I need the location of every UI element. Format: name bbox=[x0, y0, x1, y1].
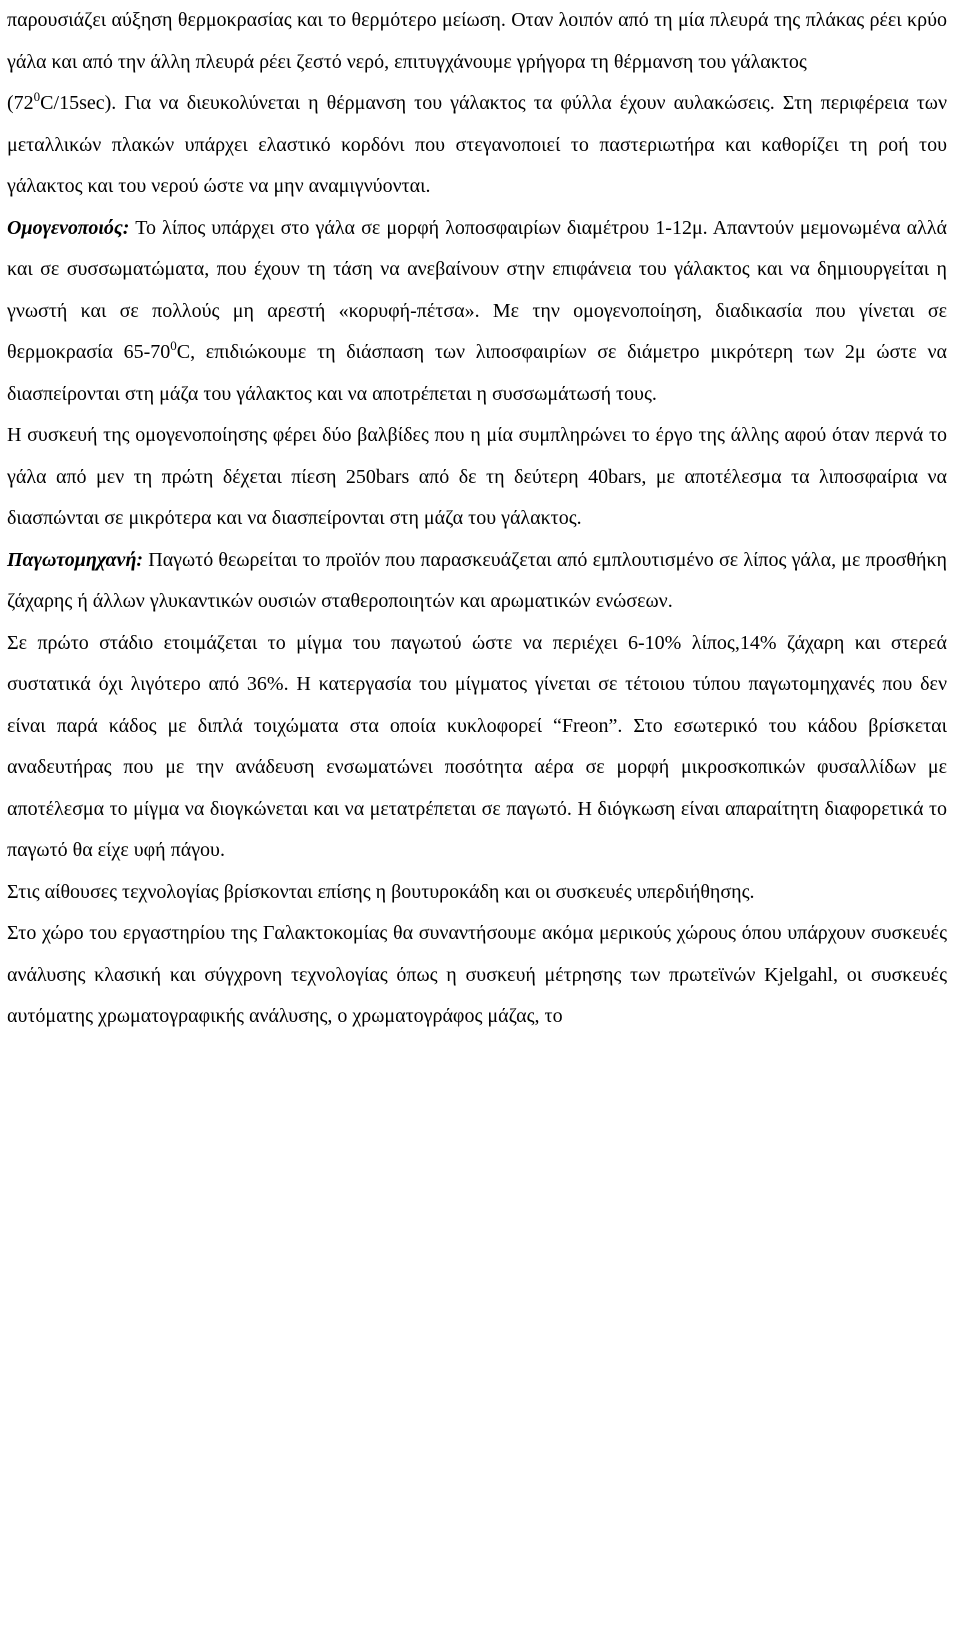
paragraph-homogenizer bbox=[7, 208, 947, 416]
paragraph-text: Στις αίθουσες τεχνολογίας βρίσκονται επίσης η βουτυροκάδη και οι συσκευές υπερδιήθησης. bbox=[7, 880, 755, 903]
paragraph-text: Η συσκευή της ομογενοποίησης φέρει δύο βαλβίδες που η μία συμπληρώνει το έργο της άλλης αφού όταν περνά το γάλα από μεν τη πρώτη δέχεται πίεση 250bars από δε τη δεύτερη 40bars, με αποτέλεσμα τα λιποσφαίρια να διασπώνται σε μικρότερα και να διασπείρονται στη μάζα του γάλακτος. bbox=[7, 424, 947, 529]
paragraph-text: Στο χώρο του εργαστηρίου της Γαλακτοκομίας θα συναντήσουμε ακόμα μερικούς χώρους όπου υπάρχουν συσκευές ανάλυσης κλασική και σύγχρονη τεχνολογίας όπως η συσκευή μέτρησης των πρωτεϊνών Kjelgahl, οι συσκευές αυτόματης χρωματογραφικής ανάλυσης, ο χρωματογράφος μάζας, το bbox=[7, 922, 947, 1027]
paragraph-text: παρουσιάζει αύξηση θερμοκρασίας και το θερμότερο μείωση. Οταν λοιπόν από τη μία πλευρά της πλάκας ρέει κρύο γάλα και από την άλλη πλευρά ρέει ζεστό νερό, επιτυγχάνουμε γρήγορα τη θέρμανση του γάλακτος bbox=[7, 9, 947, 73]
paragraph-text: C, επιδιώκουμε τη διάσπαση των λιποσφαιρίων σε διάμετρο μικρότερη των 2μ ώστε να διασπείρονται στη μάζα του γάλακτος και να αποτρέπεται η συσσωμάτωσή τους. bbox=[7, 341, 947, 405]
paragraph-pasteurizer bbox=[7, 0, 947, 208]
degree-superscript: 0 bbox=[170, 338, 177, 353]
paragraph-text: Σε πρώτο στάδιο ετοιμάζεται το μίγμα του παγωτού ώστε να περιέχει 6-10% λίπος,14% ζάχαρη και στερεά συστατικά όχι λιγότερο από 36%. Η κατεργασία του μίγματος γίνεται σε τέτοιου τύπου παγωτομηχανές που δεν είναι παρά κάδος με διπλά τοιχώματα στα οποία κυκλοφορεί “Freon”. Στο εσωτερικό του κάδου βρίσκεται αναδευτήρας που με την ανάδευση ενσωματώνει ποσότητα αέρα σε μορφή μικροσκοπικών φυσαλλίδων με αποτέλεσμα το μίγμα να διογκώνεται και να μετατρέπεται σε παγωτό. Η διόγκωση είναι απαραίτητη διαφορετικά το παγωτό θα είχε υφή πάγου. bbox=[7, 631, 947, 861]
degree-superscript: 0 bbox=[33, 89, 41, 104]
paragraph-text-continued bbox=[7, 83, 947, 208]
section-lead-homogenizer: Ομογενοποιός: bbox=[7, 216, 130, 239]
temperature-prefix: (72 bbox=[7, 92, 34, 114]
paragraph-text: Παγωτό θεωρείται το προϊόν που παρασκευάζεται από εμπλουτισμένο σε λίπος γάλα, με προσθήκη ζάχαρης ή άλλων γλυκαντικών ουσιών σταθεροποιητών και αρωματικών ενώσεων. bbox=[7, 548, 947, 612]
paragraph-ice-cream-machine bbox=[7, 540, 947, 623]
paragraph-text: Το λίπος υπάρχει στο γάλα σε μορφή λοποσφαιρίων διαμέτρου 1-12μ. Απαντούν μεμονωμένα αλλά και σε συσσωματώματα, που έχουν τη τάση να ανεβαίνουν στην επιφάνεια του γάλακτος και να δημιουργείται η γνωστή και σε πολλούς μη αρεστή «κορυφή-πέτσα». Με την ομογενοποίηση, διαδικασία που γίνεται σε θερμοκρασία 65-70 bbox=[7, 216, 947, 363]
paragraph-text: C/15sec). Για να διευκολύνεται η θέρμανση του γάλακτος τα φύλλα έχουν αυλακώσεις. Στη περιφέρεια των μεταλλικών πλακών υπάρχει ελαστικό κορδόνι που στεγανοποιεί το παστεριωτήρα και καθορίζει τη ροή του γάλακτος και του νερού ώστε να μην αναμιγνύονται. bbox=[7, 92, 947, 197]
paragraph-laboratory bbox=[7, 913, 947, 1038]
paragraph-ice-cream-process bbox=[7, 623, 947, 872]
paragraph-homogenizer-device bbox=[7, 415, 947, 540]
section-lead-ice-cream-machine: Παγωτομηχανή: bbox=[7, 548, 144, 571]
paragraph-technology-rooms bbox=[7, 872, 947, 914]
